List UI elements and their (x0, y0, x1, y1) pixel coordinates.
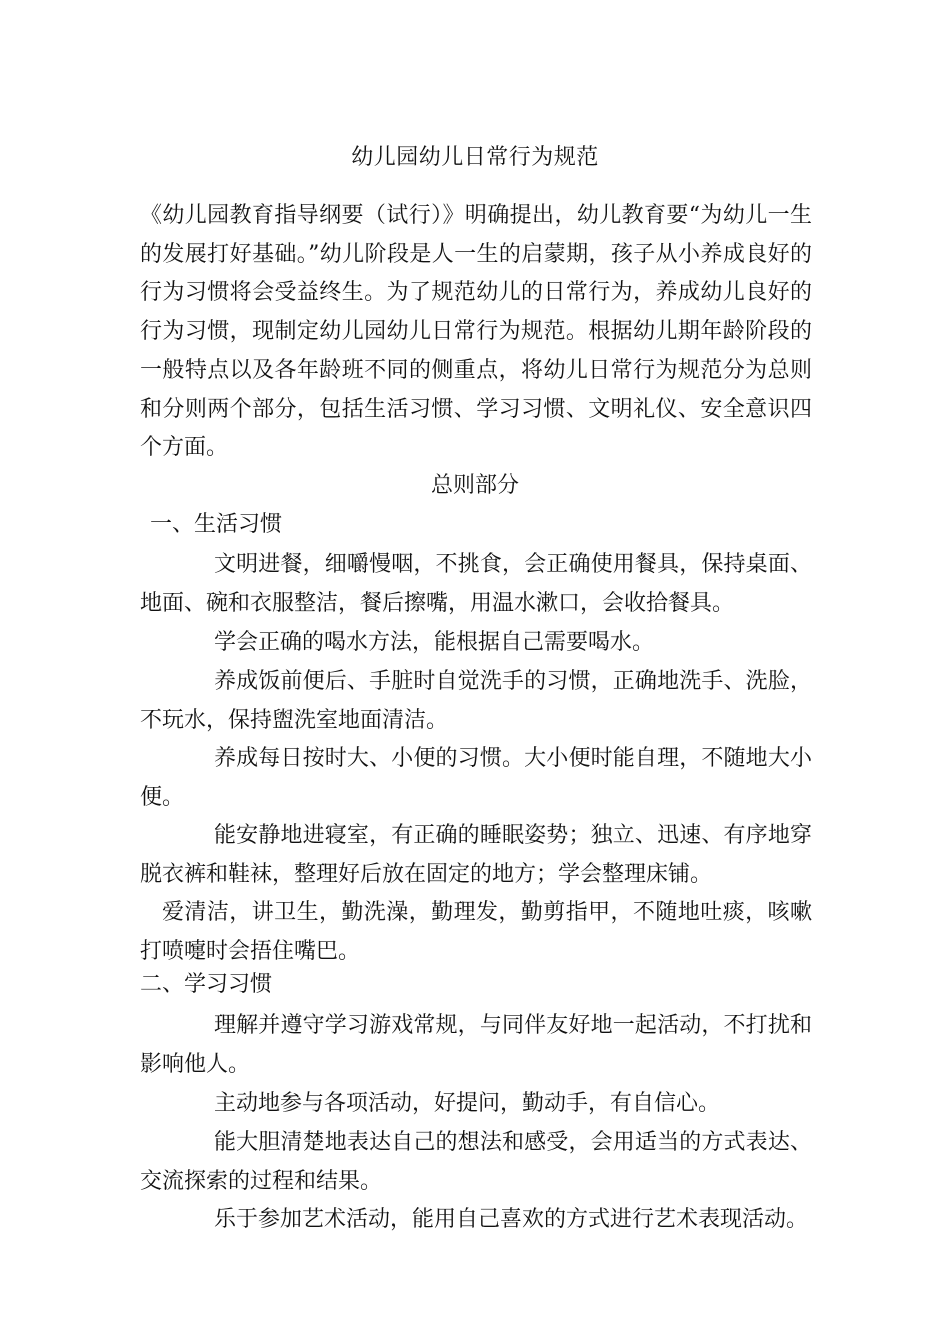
heading-life-habits: 一、生活习惯 (150, 512, 283, 537)
study-item-3: 能大胆清楚地表达自己的想法和感受，会用适当的方式表达、交流探索的过程和结果。 (140, 1130, 812, 1194)
study-item-4: 乐于参加艺术活动，能用自己喜欢的方式进行艺术表现活动。 (214, 1207, 809, 1232)
life-item-1: 文明进餐，细嚼慢咽，不挑食，会正确使用餐具，保持桌面、地面、碗和衣服整洁，餐后擦嘴，用温水漱口，会收拾餐具。 (140, 552, 812, 616)
study-item-2: 主动地参与各项活动，好提问，勤动手，有自信心。 (214, 1091, 721, 1116)
section-general-heading: 总则部分 (430, 473, 519, 498)
heading-study-habits: 二、学习习惯 (140, 972, 273, 997)
life-item-2: 学会正确的喝水方法，能根据自己需要喝水。 (214, 630, 655, 655)
life-item-6: 爱清洁，讲卫生，勤洗澡，勤理发，勤剪指甲，不随地吐痰，咳嗽打喷嚏时会捂住嘴巴。 (140, 900, 812, 964)
study-item-1: 理解并遵守学习游戏常规，与同伴友好地一起活动，不打扰和影响他人。 (140, 1013, 812, 1077)
life-item-5: 能安静地进寝室，有正确的睡眠姿势；独立、迅速、有序地穿脱衣裤和鞋袜，整理好后放在固定的地方；学会整理床铺。 (140, 823, 812, 887)
intro-paragraph: 《幼儿园教育指导纲要（试行）》明确提出，幼儿教育要“为幼儿一生的发展打好基础。”幼儿阶段是人一生的启蒙期，孩子从小养成良好的行为习惯将会受益终生。为了规范幼儿的日常行为，养成幼儿良好的行为习惯，现制定幼儿园幼儿日常行为规范。根据幼儿期年龄阶段的一般特点以及各年龄班不同的侧重点，将幼儿日常行为规范分为总则和分则两个部分，包括生活习惯、学习习惯、文明礼仪、安全意识四个方面。 (140, 203, 812, 461)
life-item-4: 养成每日按时大、小便的习惯。大小便时能自理，不随地大小便。 (140, 746, 812, 810)
life-item-3: 养成饭前便后、手脏时自觉洗手的习惯，正确地洗手、洗脸，不玩水，保持盥洗室地面清洁。 (140, 669, 812, 733)
document-title: 幼儿园幼儿日常行为规范 (351, 145, 599, 170)
